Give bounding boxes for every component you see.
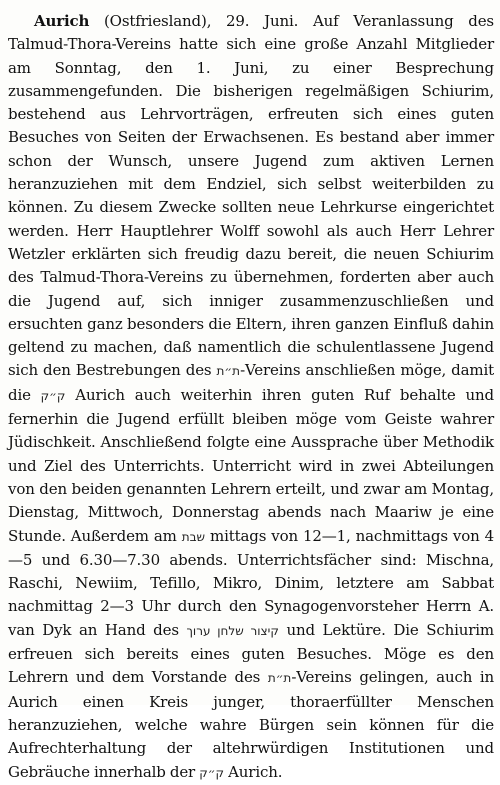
article-place: Aurich [34, 12, 90, 30]
article-paragraph [8, 10, 494, 785]
hebrew-abbreviation: ק״ק [40, 388, 66, 403]
hebrew-abbreviation: ת״ת [216, 364, 241, 379]
article-text: -Vereins gelingen, auch in Aurich einen Kreis junger, thoraerfüllter Menschen heranzuziehen, welche wahre Bürgen sein können für die Aufrechterhaltung der altehrwürdigen Institutionen und Gebräuche innerhalb der [8, 668, 494, 781]
hebrew-abbreviation: ק״ק [199, 765, 224, 780]
article-text: und Lektüre. Die Schiurim erfreuen sich bereits eines guten Besuches. Möge es den Lehrern und dem Vorstande des [8, 620, 494, 687]
hebrew-word: שבת [181, 529, 206, 544]
article-text: Aurich auch weiterhin ihren guten Ruf behalte und fernerhin die Jugend erfüllt bleiben möge vom Geiste wahrer Jüdischkeit. Anschließend folgte eine Aussprache über Methodik und Ziel des Unterrichts. Unterricht wird in zwei Abteilungen von den beiden genannten Lehrern erteilt, und zwar am Montag, Dienstag, Mittwoch, Donnerstag abends nach Maariw je eine Stunde. Außerdem am [8, 385, 494, 545]
article-date: 29. Juni. [226, 12, 299, 30]
article-text: -Vereins anschließen möge, damit die [8, 361, 494, 404]
article-region: (Ostfriesland), [103, 12, 212, 30]
hebrew-abbreviation: ת״ת [267, 671, 292, 686]
article-text: mittags von 12—1, nachmittags von 4—5 und 6.30—7.30 abends. Unterrichtsfächer sind: Mischna, Raschi, Newiim, Tefillo, Mikro, Dinim, letztere am Sabbat nachmittag 2—3 Uhr durch den Synagogenvorsteher Herrn A. van Dyk an Hand des [8, 526, 494, 639]
hebrew-book-title: קיצור שלחן ערוך [186, 623, 279, 638]
article-text: Auf Veranlassung des Talmud-Thora-Vereins hatte sich eine große Anzahl Mitglieder am Sonntag, den 1. Juni, zu einer Besprechung zusammengefunden. Die bisherigen regelmäßigen Schiurim, bestehend aus Lehrvorträgen, erfreuten sich eines guten Besuches von Seiten der Erwachsenen. Es bestand aber immer schon der Wunsch, unsere Jugend zum aktiven Lernen heranzuziehen mit dem Endziel, sich selbst weiterbilden zu können. Zu diesem Zwecke sollten neue Lehrkurse eingerichtet werden. Herr Hauptlehrer Wolff sowohl als auch Herr Lehrer Wetzler erklärten sich freudig dazu bereit, die neuen Schiurim des Talmud-Thora-Vereins zu übernehmen, forderten aber auch die Jugend auf, sich inniger zusammenzuschließen und ersuchten ganz besonders die Eltern, ihren ganzen Einfluß dahin geltend zu machen, daß namentlich die schulentlassene Jugend sich den Bestrebungen des [8, 12, 494, 380]
article-text: Aurich. [228, 762, 283, 781]
